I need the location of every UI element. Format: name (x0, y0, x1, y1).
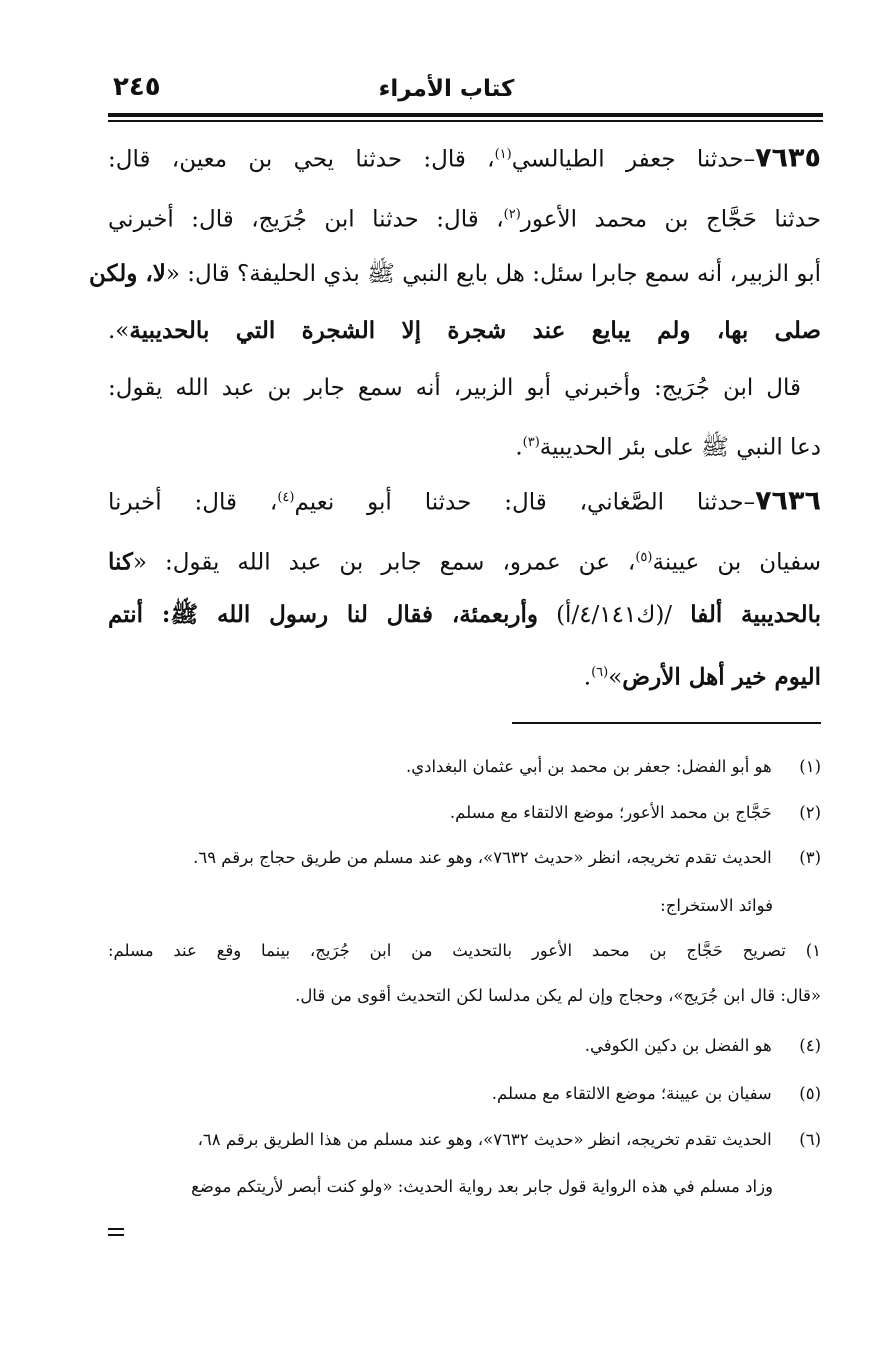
footnote-3-heading: فوائد الاستخراج: (660, 896, 773, 915)
footnote-3: (٣) الحديث تقدم تخريجه، انظر «حديث ٧٦٣٢»، وهو عند مسلم من طريق حجاج برقم ٦٩. (193, 848, 821, 867)
hadith-7635-line-6: دعا النبي ﷺ على بئر الحديبية$^{(٣)}$. (515, 434, 821, 461)
continuation-mark (108, 1228, 124, 1230)
footnote-separator (512, 722, 821, 724)
hadith-7635-line-2: حدثنا حَجَّاج بن محمد الأعور$^{(٢)}$، قال: حدثنا ابن جُرَيج، قال: أخبرني (108, 206, 822, 233)
hadith-7635-line-5: قال ابن جُرَيج: وأخبرني أبو الزبير، أنه سمع جابر بن عبد الله يقول: (108, 375, 801, 401)
footnote-ref: (٥) (635, 550, 653, 565)
footnote-ref: (٤) (277, 490, 295, 505)
footnote-3-point-1: ١) تصريح حَجَّاج بن محمد الأعور بالتحديث من ابن جُرَيج، بينما وقع عند مسلم: (108, 941, 822, 960)
hadith-number: ٧٦٣٥ (755, 142, 821, 174)
footnote-5: (٥) سفيان بن عيينة؛ موضع الالتقاء مع مسلم. (491, 1084, 821, 1103)
hadith-7635-line-3: أبو الزبير، أنه سمع جابرا سئل: هل بايع النبي ﷺ بذي الحليفة؟ قال: «لا، ولكن (89, 260, 821, 287)
page-number: ٢٤٥ (113, 72, 161, 102)
footnote-1: (١) هو أبو الفضل: جعفر بن محمد بن أبي عثمان البغدادي. (405, 757, 821, 776)
footnote-ref: (١) (494, 147, 512, 162)
header-rule-thick (108, 113, 823, 117)
footnote-2: (٢) حَجَّاج بن محمد الأعور؛ موضع الالتقاء مع مسلم. (449, 803, 821, 822)
footnote-6-cont: وزاد مسلم في هذه الرواية قول جابر بعد رواية الحديث: «ولو كنت أبصر لأريتكم موضع (191, 1177, 773, 1196)
footnote-ref: (٦) (591, 665, 609, 680)
manuscript-ref: /(ك٤/١٤١/أ) (537, 602, 691, 628)
hadith-7635-line-1: ٧٦٣٥–حدثنا جعفر الطيالسي$^{(١)}$، قال: حدثنا يحي بن معين، قال: (108, 142, 821, 174)
hadith-7635-line-4: صلى بها، ولم يبايع عند شجرة إلا الشجرة التي بالحديبية». (108, 317, 821, 344)
footnote-4: (٤) هو الفضل بن دكين الكوفي. (584, 1036, 821, 1055)
hadith-7636-line-2: سفيان بن عيينة$^{(٥)}$، عن عمرو، سمع جابر بن عبد الله يقول: «كنا (108, 548, 822, 576)
footnote-3-point-1-cont: «قال: قال ابن جُرَيج»، وحجاج وإن لم يكن مدلسا لكن التحديث أقوى من قال. (295, 986, 821, 1005)
footnote-6: (٦) الحديث تقدم تخريجه، انظر «حديث ٧٦٣٢»، وهو عند مسلم من هذا الطريق برقم ٦٨، (197, 1130, 821, 1149)
footnote-ref: (٢) (503, 207, 521, 222)
hadith-7636-line-1: ٧٦٣٦–حدثنا الصَّغاني، قال: حدثنا أبو نعيم$^{(٤)}$، قال: أخبرنا (108, 485, 821, 517)
book-title: كتاب الأمراء (378, 76, 515, 102)
header-rule-thin (108, 120, 823, 122)
continuation-mark (108, 1234, 124, 1236)
hadith-7636-line-3: بالحديبية ألفا /(ك٤/١٤١/أ) وأربعمئة، فقال لنا رسول الله ﷺ: أنتم (108, 601, 821, 628)
hadith-7636-line-4: اليوم خير أهل الأرض»$^{(٦)}$. (583, 663, 821, 691)
footnote-ref: (٣) (522, 435, 540, 450)
hadith-number: ٧٦٣٦ (755, 485, 821, 517)
